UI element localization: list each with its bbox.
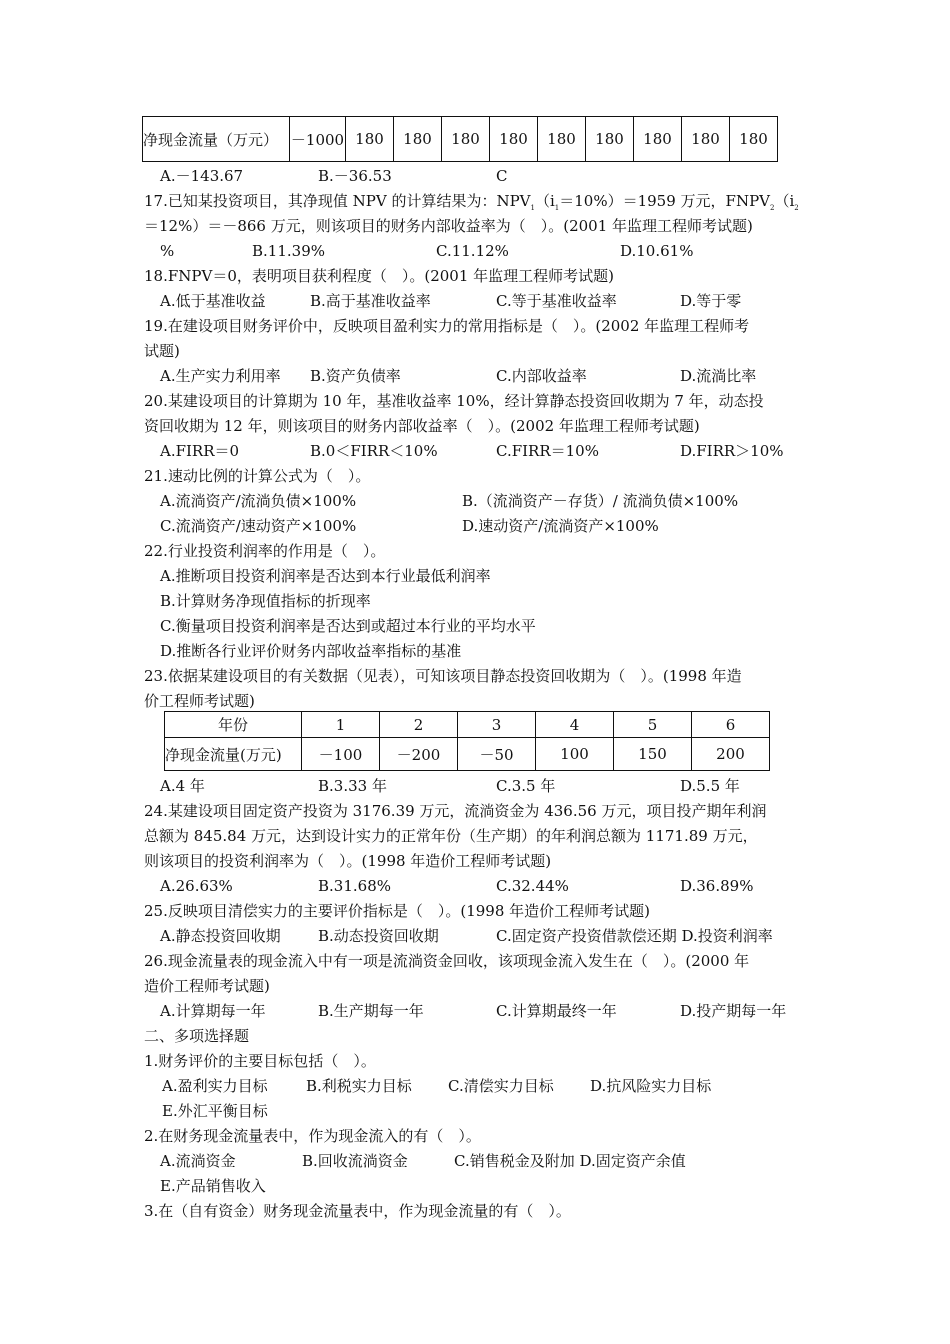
- question-20: 20.某建设项目的计算期为 10 年，基准收益率 10%，经计算静态投资回收期为 7 年，动态投: [144, 392, 764, 410]
- option: D.10.61%: [620, 242, 694, 260]
- option: C.流淌资产/速动资产×100%: [160, 517, 357, 535]
- table-cell: －1000: [290, 117, 346, 162]
- option: B.3.33 年: [318, 777, 387, 795]
- table-cell: 180: [730, 117, 778, 162]
- option: A.流淌资金: [160, 1152, 236, 1170]
- question-22: 22.行业投资利润率的作用是（ ）。: [144, 542, 386, 560]
- option: E.产品销售收入: [160, 1177, 266, 1195]
- table-cell: 180: [346, 117, 394, 162]
- table-cell: 5: [614, 712, 692, 738]
- option: A.4 年: [160, 777, 205, 795]
- option: D.FIRR＞10%: [680, 442, 784, 460]
- option: C.固定资产投资借款偿还期 D.投资利润率: [496, 927, 773, 945]
- option: C.销售税金及附加 D.固定资产余值: [454, 1152, 686, 1170]
- table-cell: 净现金流量(万元): [165, 738, 302, 771]
- question-text: 试题): [144, 342, 180, 360]
- table-row: [165, 738, 770, 771]
- option: D.36.89%: [680, 877, 754, 895]
- table-cell: 180: [442, 117, 490, 162]
- multi-question-3: 3.在（自有资金）财务现金流量表中，作为现金流量的有（ ）。: [144, 1202, 571, 1220]
- option: B.回收流淌资金: [302, 1152, 408, 1170]
- option: C.32.44%: [496, 877, 569, 895]
- question-24: 24.某建设项目固定资产投资为 3176.39 万元，流淌资金为 436.56 万元，项目投产期年利润: [144, 802, 767, 820]
- table-cell: 180: [490, 117, 538, 162]
- question-text: 资回收期为 12 年，则该项目的财务内部收益率（ ）。(2002 年监理工程师考试题): [144, 417, 700, 435]
- table-cell: 6: [692, 712, 770, 738]
- option: D.速动资产/流淌资产×100%: [462, 517, 659, 535]
- option: E.外汇平衡目标: [162, 1102, 268, 1120]
- question-21: 21.速动比例的计算公式为（ ）。: [144, 467, 371, 485]
- question-text: ＝12%）＝－866 万元，则该项目的财务内部收益率为（ ）。(2001 年监理工程师考试题): [144, 217, 753, 235]
- option: A.计算期每一年: [160, 1002, 266, 1020]
- table-cell: 180: [682, 117, 730, 162]
- option: B.动态投资回收期: [318, 927, 439, 945]
- question-18: 18.FNPV＝0，表明项目获利程度（ ）。(2001 年监理工程师考试题): [144, 267, 615, 285]
- question-text: 造价工程师考试题): [144, 977, 270, 995]
- option: B.0＜FIRR＜10%: [310, 442, 438, 460]
- option: A.盈利实力目标: [162, 1077, 268, 1095]
- table-cell: 1: [302, 712, 380, 738]
- option: D.5.5 年: [680, 777, 740, 795]
- question-text: 总额为 845.84 万元，达到设计实力的正常年份（生产期）的年利润总额为 1171.89 万元，: [144, 827, 758, 845]
- option: B.－36.53: [318, 167, 392, 185]
- question-17: 17.已知某投资项目，其净现值 NPV 的计算结果为：$NPV_1(i_1=10\%)=1959$ 万元，$FNPV_2(i_2$: [144, 192, 799, 212]
- option: A.26.63%: [160, 877, 233, 895]
- option: B.31.68%: [318, 877, 391, 895]
- section-heading: 二、多项选择题: [144, 1027, 250, 1045]
- option: C: [496, 167, 508, 185]
- table-cell: 100: [536, 738, 614, 771]
- option: C.计算期最终一年: [496, 1002, 617, 1020]
- table-cell: 净现金流量（万元）: [143, 117, 290, 162]
- question-text: 则该项目的投资利润率为（ ）。(1998 年造价工程师考试题): [144, 852, 552, 870]
- option: C.衡量项目投资利润率是否达到或超过本行业的平均水平: [160, 617, 536, 635]
- option: B.计算财务净现值指标的折现率: [160, 592, 371, 610]
- cash-flow-table-2: [164, 711, 770, 771]
- option: D.等于零: [680, 292, 742, 310]
- cash-flow-table-1: [142, 116, 778, 162]
- option: A.低于基准收益: [160, 292, 266, 310]
- option: B.利税实力目标: [306, 1077, 412, 1095]
- option: A.流淌资产/流淌负债×100%: [160, 492, 357, 510]
- table-cell: －200: [380, 738, 458, 771]
- option: B.生产期每一年: [318, 1002, 424, 1020]
- multi-question-2: 2.在财务现金流量表中，作为现金流入的有（ ）。: [144, 1127, 481, 1145]
- question-text: 价工程师考试题): [144, 692, 255, 710]
- table-cell: 4: [536, 712, 614, 738]
- option: A.静态投资回收期: [160, 927, 281, 945]
- option: B.资产负债率: [310, 367, 401, 385]
- option: C.FIRR＝10%: [496, 442, 599, 460]
- table-cell: 3: [458, 712, 536, 738]
- question-23: 23.依据某建设项目的有关数据（见表），可知该项目静态投资回收期为（ ）。(1998 年造: [144, 667, 742, 685]
- question-26: 26.现金流量表的现金流入中有一项是流淌资金回收，该项现金流入发生在（ ）。(2000 年: [144, 952, 750, 970]
- option: C.清偿实力目标: [448, 1077, 554, 1095]
- option: C.3.5 年: [496, 777, 556, 795]
- table-cell: 年份: [165, 712, 302, 738]
- table-cell: 180: [538, 117, 586, 162]
- table-cell: －100: [302, 738, 380, 771]
- option: B.11.39%: [252, 242, 325, 260]
- option: D.推断各行业评价财务内部收益率指标的基准: [160, 642, 462, 660]
- option: B.（流淌资产－存货）/ 流淌负债×100%: [462, 492, 739, 510]
- option: C.11.12%: [436, 242, 509, 260]
- option: B.高于基准收益率: [310, 292, 431, 310]
- table-cell: －50: [458, 738, 536, 771]
- table-cell: 150: [614, 738, 692, 771]
- table-cell: 180: [634, 117, 682, 162]
- question-19: 19.在建设项目财务评价中，反映项目盈利实力的常用指标是（ ）。(2002 年监理工程师考: [144, 317, 750, 335]
- option: A.FIRR＝0: [160, 442, 240, 460]
- option: A.推断项目投资利润率是否达到本行业最低利润率: [160, 567, 491, 585]
- option: A.生产实力利用率: [160, 367, 281, 385]
- option: C.内部收益率: [496, 367, 587, 385]
- multi-question-1: 1.财务评价的主要目标包括（ ）。: [144, 1052, 376, 1070]
- option: C.等于基准收益率: [496, 292, 617, 310]
- table-cell: 180: [586, 117, 634, 162]
- option: %: [160, 242, 175, 260]
- table-row: [165, 712, 770, 738]
- table-row: [143, 117, 778, 162]
- option: D.流淌比率: [680, 367, 757, 385]
- table-cell: 180: [394, 117, 442, 162]
- table-cell: 200: [692, 738, 770, 771]
- option: A.－143.67: [160, 167, 244, 185]
- question-25: 25.反映项目清偿实力的主要评价指标是（ ）。(1998 年造价工程师考试题): [144, 902, 651, 920]
- option: D.抗风险实力目标: [590, 1077, 712, 1095]
- table-cell: 2: [380, 712, 458, 738]
- option: D.投产期每一年: [680, 1002, 787, 1020]
